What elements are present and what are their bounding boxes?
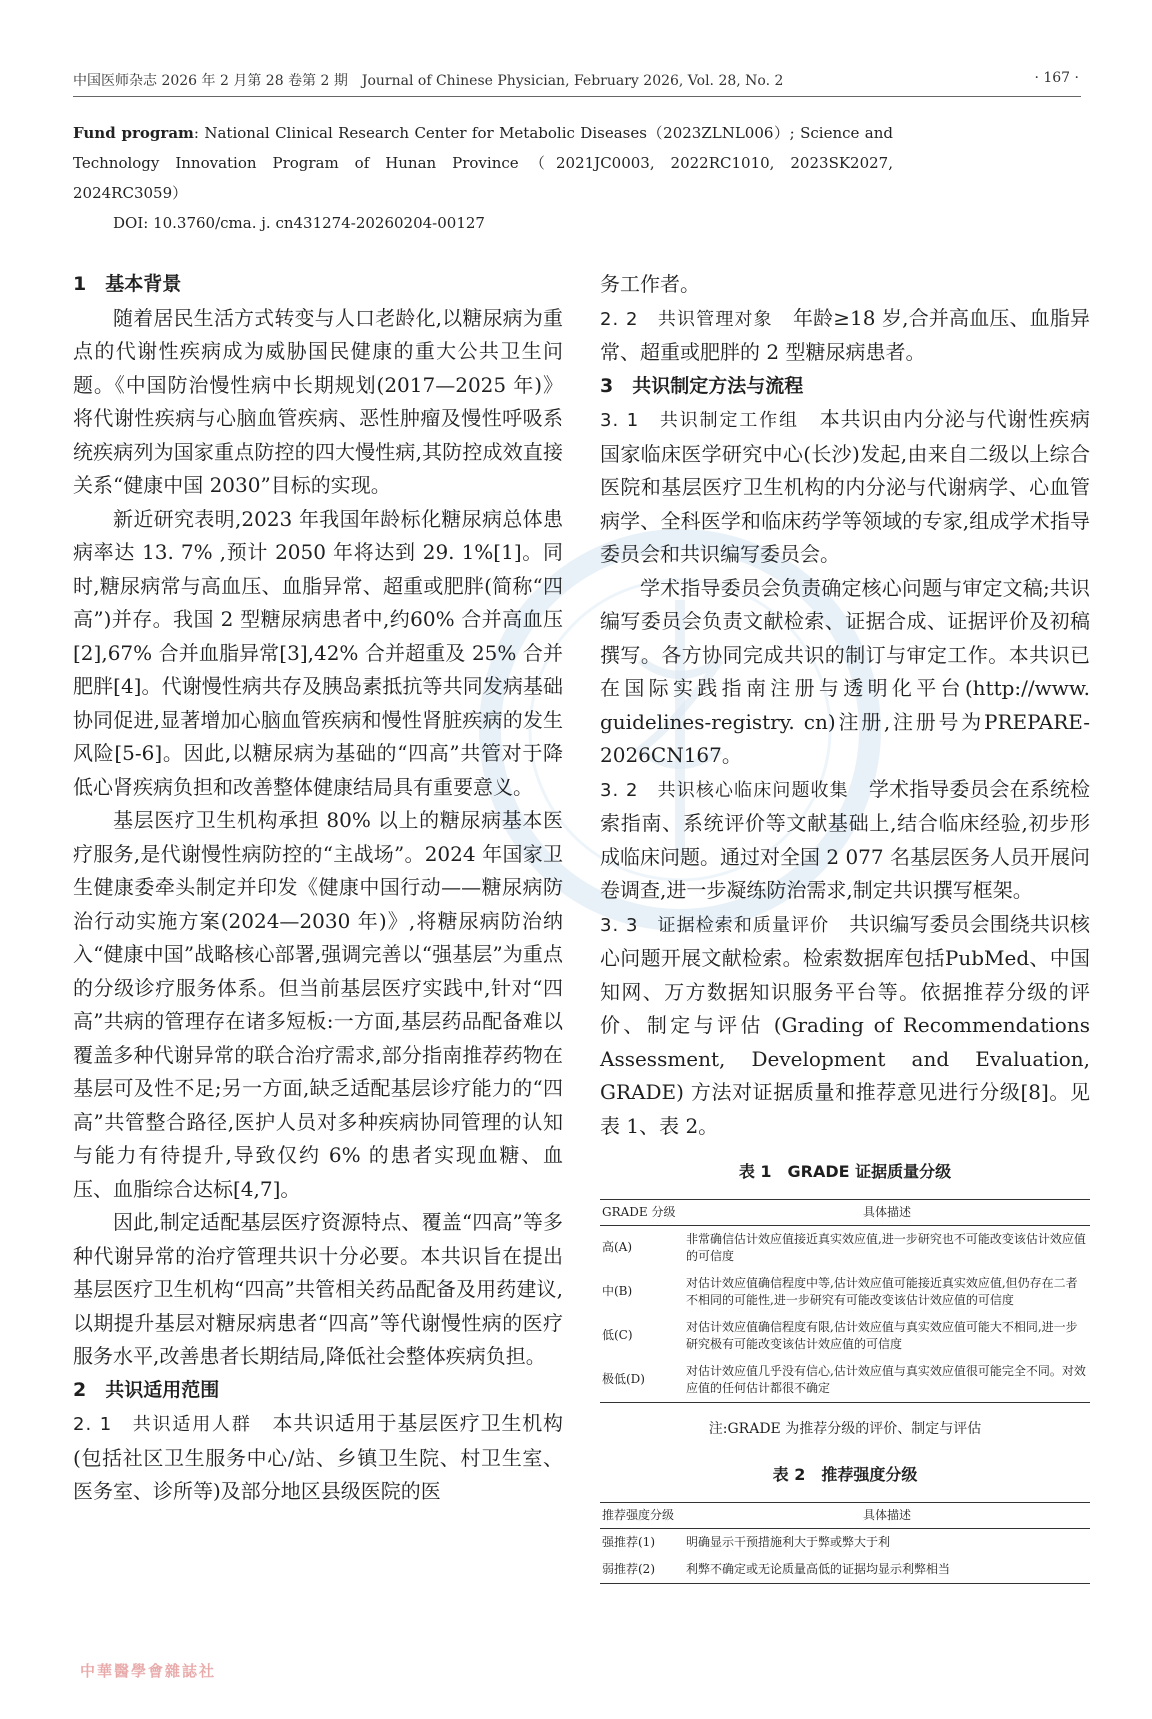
subsection-label: 3. 1 共识制定工作组	[600, 410, 799, 431]
paragraph	[600, 773, 1090, 908]
paragraph: 新近研究表明,2023 年我国年龄标化糖尿病总体患病率达 13. 7% ,预计 2050 年将达到 29. 1%[1]。同时,糖尿病常与高血压、血脂异常、超重或肥胖(简称“四高”)并存。我国 2 型糖尿病患者中,约60% 合并高血压[2],67% 合并血脂异常[3],42% 合并超重及 25% 合并肥胖[4]。代谢慢性病共存及胰岛素抵抗等共同发病基础协同促进,显著增加心脑血管疾病和慢性肾脏疾病的发生风险[5-6]。因此,以糖尿病为基础的“四高”共管对于降低心肾疾病负担和改善整体健康结局具有重要意义。	[73, 506, 563, 799]
subsection-text: 共识编写委员会围绕共识核心问题开展文献检索。检索数据库包括PubMed、中国知网、万方数据知识服务平台等。依据推荐分级的评价、制定与评估 (Grading of Recommendations Assessment, Development and Evaluation, GRADE) 方法对证据质量和推荐意见进行分级[8]。见表 1、表 2。	[600, 911, 1090, 1138]
running-head	[73, 70, 1079, 94]
doi: DOI: 10.3760/cma. j. cn431274-20260204-00127	[113, 214, 485, 232]
table-cell: 对估计效应值几乎没有信心,估计效应值与真实效应值很可能完全不同。对效应值的任何估计都很不确定	[684, 1358, 1090, 1403]
table-1	[600, 1199, 1090, 1403]
fund-block	[73, 118, 893, 238]
paragraph: 随着居民生活方式转变与人口老龄化,以糖尿病为重点的代谢性疾病成为威胁国民健康的重大公共卫生问题。《中国防治慢性病中长期规划(2017—2025 年)》将代谢性疾病与心脑血管疾病、恶性肿瘤及慢性呼吸系统疾病列为国家重点防控的四大慢性病,其防控成效直接关系“健康中国 2030”目标的实现。	[73, 305, 563, 497]
paragraph	[73, 1407, 563, 1509]
table-2	[600, 1502, 1090, 1584]
section-1-heading: 1 基本背景	[73, 273, 182, 295]
section-3-heading: 3 共识制定方法与流程	[600, 374, 804, 397]
paragraph	[600, 908, 1090, 1144]
fund-label: Fund program	[73, 124, 194, 142]
subsection-label: 2. 1 共识适用人群	[73, 1414, 252, 1435]
page-number: · 167 ·	[1034, 70, 1079, 86]
table-row	[600, 1225, 1090, 1270]
header-divider	[73, 96, 1081, 97]
table-cell: 利弊不确定或无论质量高低的证据均显示利弊相当	[684, 1556, 1090, 1584]
table-cell: 非常确信估计效应值接近真实效应值,进一步研究也不可能改变该估计效应值的可信度	[686, 1231, 1086, 1263]
table-header: 具体描述	[684, 1199, 1090, 1225]
table-row	[600, 1358, 1090, 1403]
table-1-caption: 表 1 GRADE 证据质量分级	[738, 1162, 952, 1181]
table-cell: 极低(D)	[600, 1358, 684, 1403]
table-header: 推荐强度分级	[600, 1502, 684, 1528]
subsection-text: 年龄≥18 岁,合并高血压、血脂异常、超重或肥胖的 2 型糖尿病患者。	[600, 305, 1090, 364]
table-1-note: 注:GRADE 为推荐分级的评价、制定与评估	[708, 1420, 982, 1437]
paragraph: 学术指导委员会负责确定核心问题与审定文稿;共识编写委员会负责文献检索、证据合成、证据评价及初稿撰写。各方协同完成共识的制订与审定工作。本共识已在国际实践指南注册与透明化平台(http://www. guidelines-registry. cn)注册,注册号为PREPARE-2026CN167。	[600, 575, 1090, 767]
paragraph: 务工作者。	[600, 272, 700, 296]
table-row	[600, 1314, 1090, 1358]
table-cell: 明确显示干预措施利大于弊或弊大于利	[686, 1534, 891, 1549]
paragraph	[600, 302, 1090, 370]
right-column	[600, 268, 1090, 1584]
subsection-label: 3. 3 证据检索和质量评价	[600, 914, 830, 936]
table-row	[600, 1270, 1090, 1314]
table-cell: 中(B)	[602, 1284, 633, 1298]
table-row	[600, 1528, 1090, 1556]
journal-line: 中国医师杂志 2026 年 2 月第 28 卷第 2 期 Journal of Chinese Physician, February 2026, Vol. 28, No. 2	[73, 73, 784, 89]
table-row	[600, 1556, 1090, 1584]
table-cell: 高(A)	[602, 1240, 633, 1254]
table-cell: 对估计效应值确信程度有限,估计效应值与真实效应值可能大不相同,进一步研究极有可能改变该估计效应值的可信度	[686, 1319, 1078, 1351]
left-column	[73, 268, 563, 1509]
table-header: 具体描述	[684, 1502, 1090, 1528]
table-cell: 弱推荐(2)	[600, 1556, 684, 1584]
section-2-heading: 2 共识适用范围	[73, 1378, 220, 1401]
subsection-text: 学术指导委员会在系统检索指南、系统评价等文献基础上,结合临床经验,初步形成临床问题。通过对全国 2 077 名基层医务人员开展问卷调查,进一步凝练防治需求,制定共识撰写框架。	[600, 776, 1090, 902]
subsection-label: 3. 2 共识核心临床问题收集	[600, 779, 849, 801]
paragraph: 因此,制定适配基层医疗资源特点、覆盖“四高”等多种代谢异常的治疗管理共识十分必要。本共识旨在提出基层医疗卫生机构“四高”共管相关药品配备及用药建议,以期提升基层对糖尿病患者“四高”等代谢慢性病的医疗服务水平,改善患者长期结局,降低社会整体疾病负担。	[73, 1210, 563, 1368]
subsection-text: 本共识适用于基层医疗卫生机构(包括社区卫生服务中心/站、乡镇卫生院、村卫生室、医务室、诊所等)及部分地区县级医院的医	[73, 1411, 564, 1503]
subsection-label: 2. 2 共识管理对象	[600, 308, 773, 330]
publisher-watermark: 中華醫學會雜誌社	[80, 1662, 217, 1680]
fund-text: : National Clinical Research Center for Metabolic Diseases（2023ZLNL006）; Science and Technology Innovation Program of Hunan Province（2021JC0003, 2022RC1010, 2023SK2027, 2024RC3059）	[73, 124, 893, 202]
paragraph: 基层医疗卫生机构承担 80% 以上的糖尿病基本医疗服务,是代谢慢性病防控的“主战场”。2024 年国家卫生健康委牵头制定并印发《健康中国行动——糖尿病防治行动实施方案(2024—2030 年)》,将糖尿病防治纳入“健康中国”战略核心部署,强调完善以“强基层”为重点的分级诊疗服务体系。但当前基层医疗实践中,针对“四高”共病的管理存在诸多短板:一方面,基层药品配备难以覆盖多种代谢异常的联合治疗需求,部分指南推荐药物在基层可及性不足;另一方面,缺乏适配基层诊疗能力的“四高”共管整合路径,医护人员对多种疾病协同管理的认知与能力有待提升,导致仅约 6% 的患者实现血糖、血压、血脂综合达标[4,7]。	[73, 808, 563, 1201]
table-cell: 低(C)	[602, 1328, 633, 1342]
paragraph	[600, 403, 1090, 572]
table-cell: 强推荐(1)	[602, 1534, 655, 1549]
table-header: GRADE 分级	[600, 1199, 684, 1225]
table-cell: 对估计效应值确信程度中等,估计效应值可能接近真实效应值,但仍存在二者不相同的可能性,进一步研究有可能改变该估计效应值的可信度	[686, 1275, 1078, 1307]
table-2-caption: 表 2 推荐强度分级	[772, 1465, 918, 1484]
subsection-text: 本共识由内分泌与代谢性疾病国家临床医学研究中心(长沙)发起,由来自二级以上综合医院和基层医疗卫生机构的内分泌与代谢病学、心血管病学、全科医学和临床药学等领域的专家,组成学术指导委员会和共识编写委员会。	[600, 407, 1090, 566]
